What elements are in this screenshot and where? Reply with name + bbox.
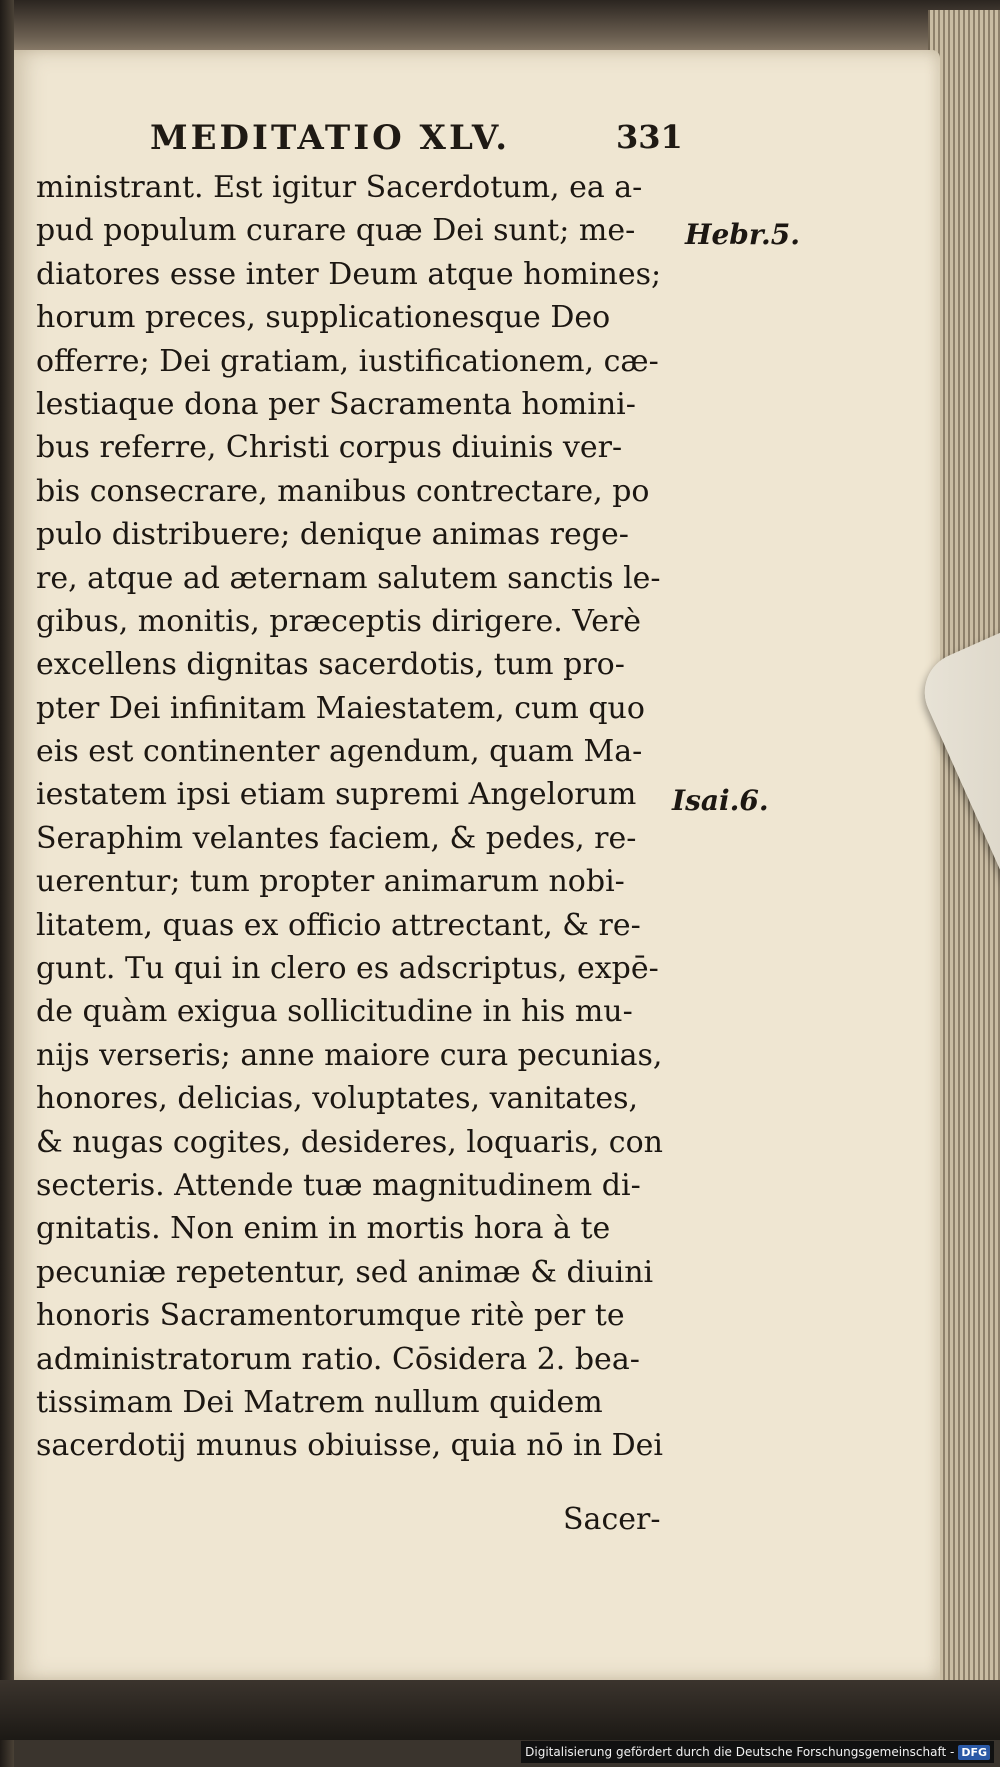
text-line: bis consecrare, manibus contrectare, po: [36, 473, 650, 509]
dfg-logo: DFG: [958, 1745, 990, 1760]
marginal-note-isai: Isai.6.: [672, 784, 769, 817]
text-line: de quàm exigua sollicitudine in his mu-: [36, 994, 633, 1030]
text-line: sacerdotij munus obiuisse, quia nō in Dei: [36, 1428, 663, 1464]
running-head: MEDITATIO XLV.: [150, 118, 511, 158]
text-line: secteris. Attende tuæ magnitudinem di-: [36, 1167, 641, 1203]
text-line: lestiaque dona per Sacramenta homini-: [36, 386, 636, 422]
book-spine: [0, 0, 14, 1767]
body-text: [36, 166, 676, 1468]
text-line: pulo distribuere; denique animas rege-: [36, 517, 629, 553]
text-line: pud populum curare quæ Dei sunt; me-: [36, 213, 636, 249]
text-line: gibus, monitis, præceptis dirigere. Verè: [36, 603, 642, 639]
text-line: bus referre, Christi corpus diuinis ver-: [36, 430, 623, 466]
text-line: litatem, quas ex officio attrectant, & re-: [36, 907, 641, 943]
text-line: & nugas cogites, desideres, loquaris, con: [36, 1124, 663, 1160]
text-line: administratorum ratio. Cōsidera 2. bea-: [36, 1341, 640, 1377]
text-line: excellens dignitas sacerdotis, tum pro-: [36, 647, 625, 683]
text-line: eis est continenter agendum, quam Ma-: [36, 734, 643, 770]
text-line: gnitatis. Non enim in mortis hora à te: [36, 1211, 611, 1247]
text-line: diatores esse inter Deum atque homines;: [36, 256, 662, 292]
text-line: offerre; Dei gratiam, iustificationem, cæ-: [36, 343, 659, 379]
text-line: tissimam Dei Matrem nullum quidem: [36, 1384, 603, 1420]
text-line: honoris Sacramentorumque ritè per te: [36, 1298, 625, 1334]
text-line: Seraphim velantes faciem, & pedes, re-: [36, 820, 637, 856]
text-line: horum preces, supplicationesque Deo: [36, 300, 611, 336]
text-line: pter Dei infinitam Maiestatem, cum quo: [36, 690, 645, 726]
text-line: nijs verseris; anne maiore cura pecunias,: [36, 1037, 663, 1073]
text-line: gunt. Tu qui in clero es adscriptus, expē-: [36, 951, 659, 987]
digitization-credit: [521, 1741, 994, 1763]
book-top-edge: [0, 0, 1000, 52]
text-line: uerentur; tum propter animarum nobi-: [36, 864, 625, 900]
text-line: pecuniæ repetentur, sed animæ & diuini: [36, 1254, 654, 1290]
text-line: iestatem ipsi etiam supremi Angelorum: [36, 777, 637, 813]
credit-text: Digitalisierung gefördert durch die Deutsche Forschungsgemeinschaft -: [525, 1745, 955, 1759]
page-number: 331: [616, 118, 683, 156]
marginal-note-hebr: Hebr.5.: [685, 218, 801, 251]
text-line: honores, delicias, voluptates, vanitates,: [36, 1081, 639, 1117]
text-line: re, atque ad æternam salutem sanctis le-: [36, 560, 661, 596]
bottom-shadow: [0, 1680, 1000, 1740]
catchword: Sacer-: [563, 1502, 661, 1537]
text-line: ministrant. Est igitur Sacerdotum, ea a-: [36, 170, 643, 205]
